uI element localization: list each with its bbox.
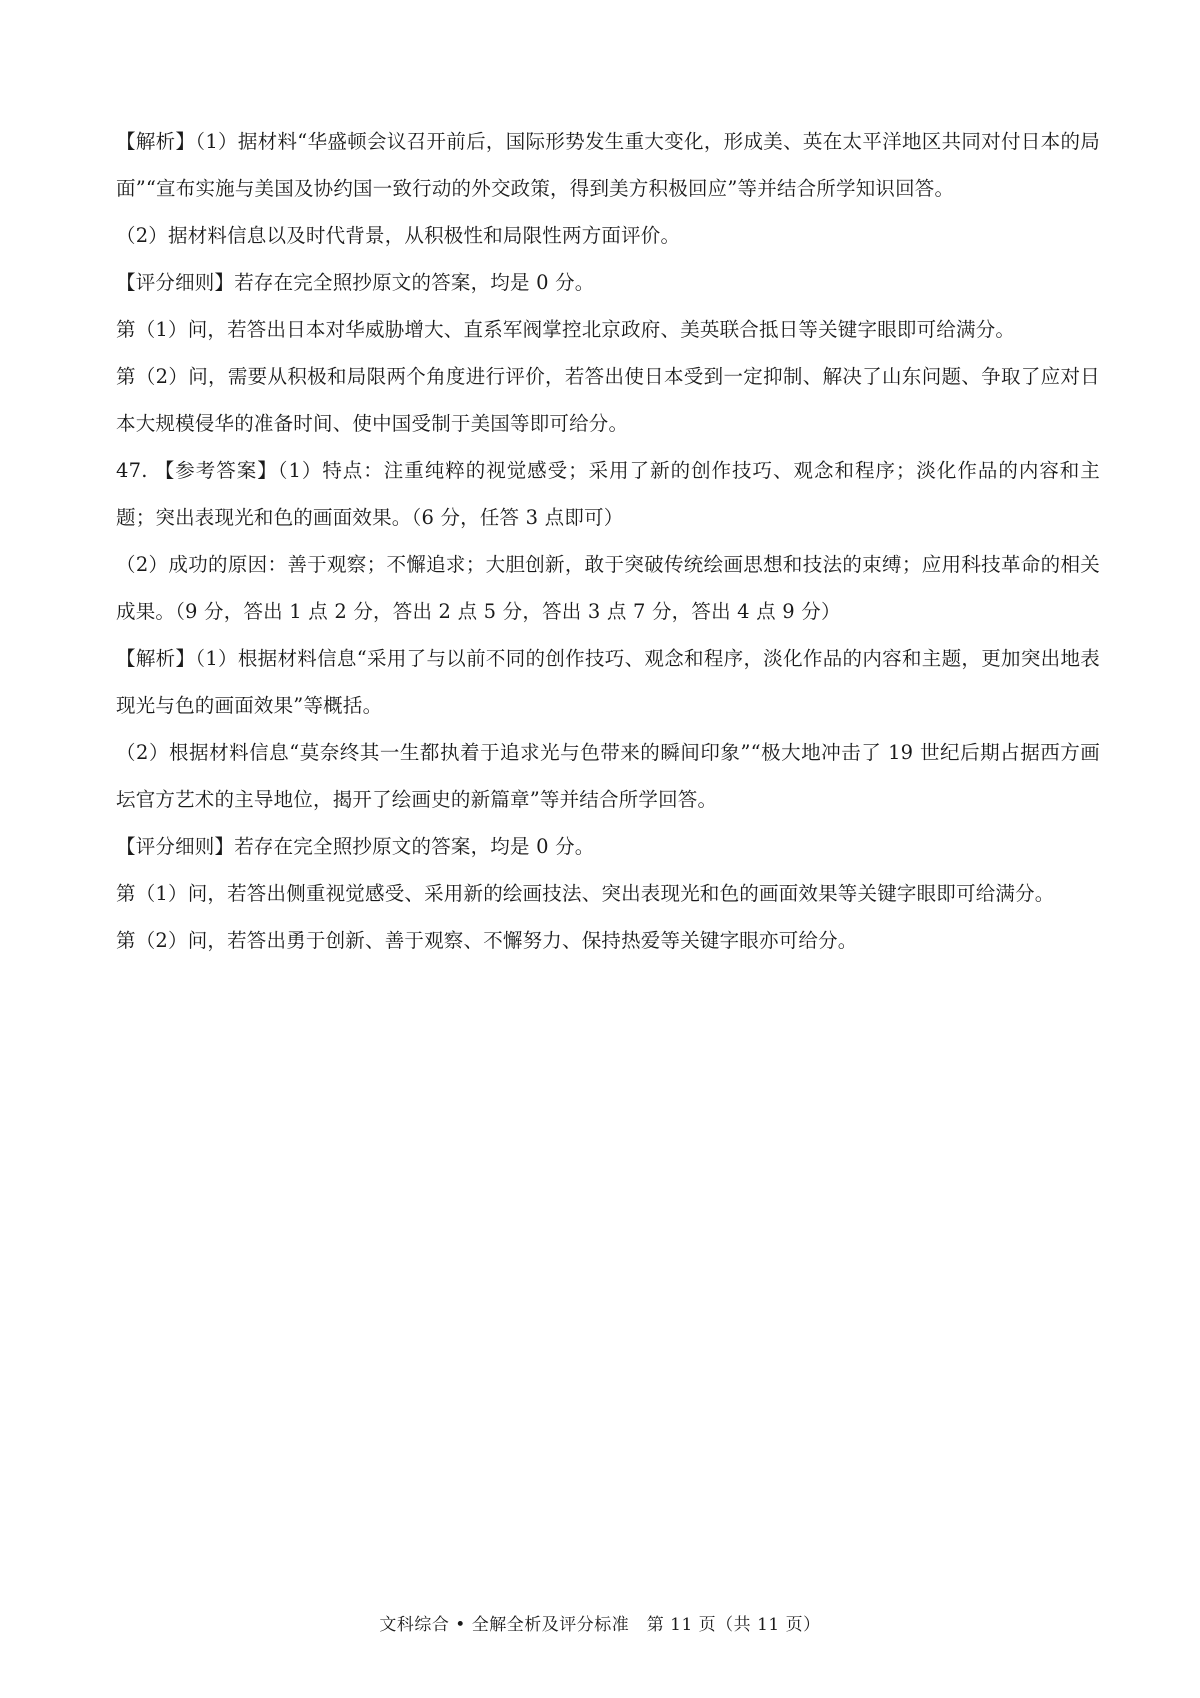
document-body [116, 118, 1100, 964]
analysis-46-part1: 【解析】（1）据材料“华盛顿会议召开前后，国际形势发生重大变化，形成美、英在太平洋地区共同对付日本的局面”“宣布实施与美国及协约国一致行动的外交政策，得到美方积极回应”等并结合所学知识回答。 [116, 130, 1100, 200]
scoring-rule-47: 【评分细则】若存在完全照抄原文的答案，均是 0 分。 [116, 835, 595, 858]
page-footer: 文科综合 • 全解全析及评分标准 第 11 页（共 11 页） [379, 1615, 821, 1635]
scoring-rule-46: 【评分细则】若存在完全照抄原文的答案，均是 0 分。 [116, 271, 595, 294]
analysis-47-part1: 【解析】（1）根据材料信息“采用了与以前不同的创作技巧、观念和程序，淡化作品的内容和主题，更加突出地表现光与色的画面效果”等概括。 [116, 647, 1100, 717]
analysis-46-part2: （2）据材料信息以及时代背景，从积极性和局限性两方面评价。 [116, 224, 681, 247]
answer-47-part2: （2）成功的原因：善于观察；不懈追求；大胆创新，敢于突破传统绘画思想和技法的束缚；应用科技革命的相关成果。（9 分，答出 1 点 2 分，答出 2 点 5 分，答出 3 点 7 分，答出 4 点 9 分） [116, 553, 1100, 623]
scoring-46-q1: 第（1）问，若答出日本对华威胁增大、直系军阀掌控北京政府、美英联合抵日等关键字眼即可给满分。 [116, 318, 1016, 341]
scoring-47-q2: 第（2）问，若答出勇于创新、善于观察、不懈努力、保持热爱等关键字眼亦可给分。 [116, 929, 858, 952]
analysis-47-part2: （2）根据材料信息“莫奈终其一生都执着于追求光与色带来的瞬间印象”“极大地冲击了 19 世纪后期占据西方画坛官方艺术的主导地位，揭开了绘画史的新篇章”等并结合所学回答。 [116, 741, 1100, 811]
scoring-46-q2: 第（2）问，需要从积极和局限两个角度进行评价，若答出使日本受到一定抑制、解决了山东问题、争取了应对日本大规模侵华的准备时间、使中国受制于美国等即可给分。 [116, 365, 1100, 435]
answer-47-part1: 47. 【参考答案】（1）特点：注重纯粹的视觉感受；采用了新的创作技巧、观念和程序；淡化作品的内容和主题；突出表现光和色的画面效果。（6 分，任答 3 点即可） [116, 459, 1100, 529]
scoring-47-q1: 第（1）问，若答出侧重视觉感受、采用新的绘画技法、突出表现光和色的画面效果等关键字眼即可给满分。 [116, 882, 1055, 905]
